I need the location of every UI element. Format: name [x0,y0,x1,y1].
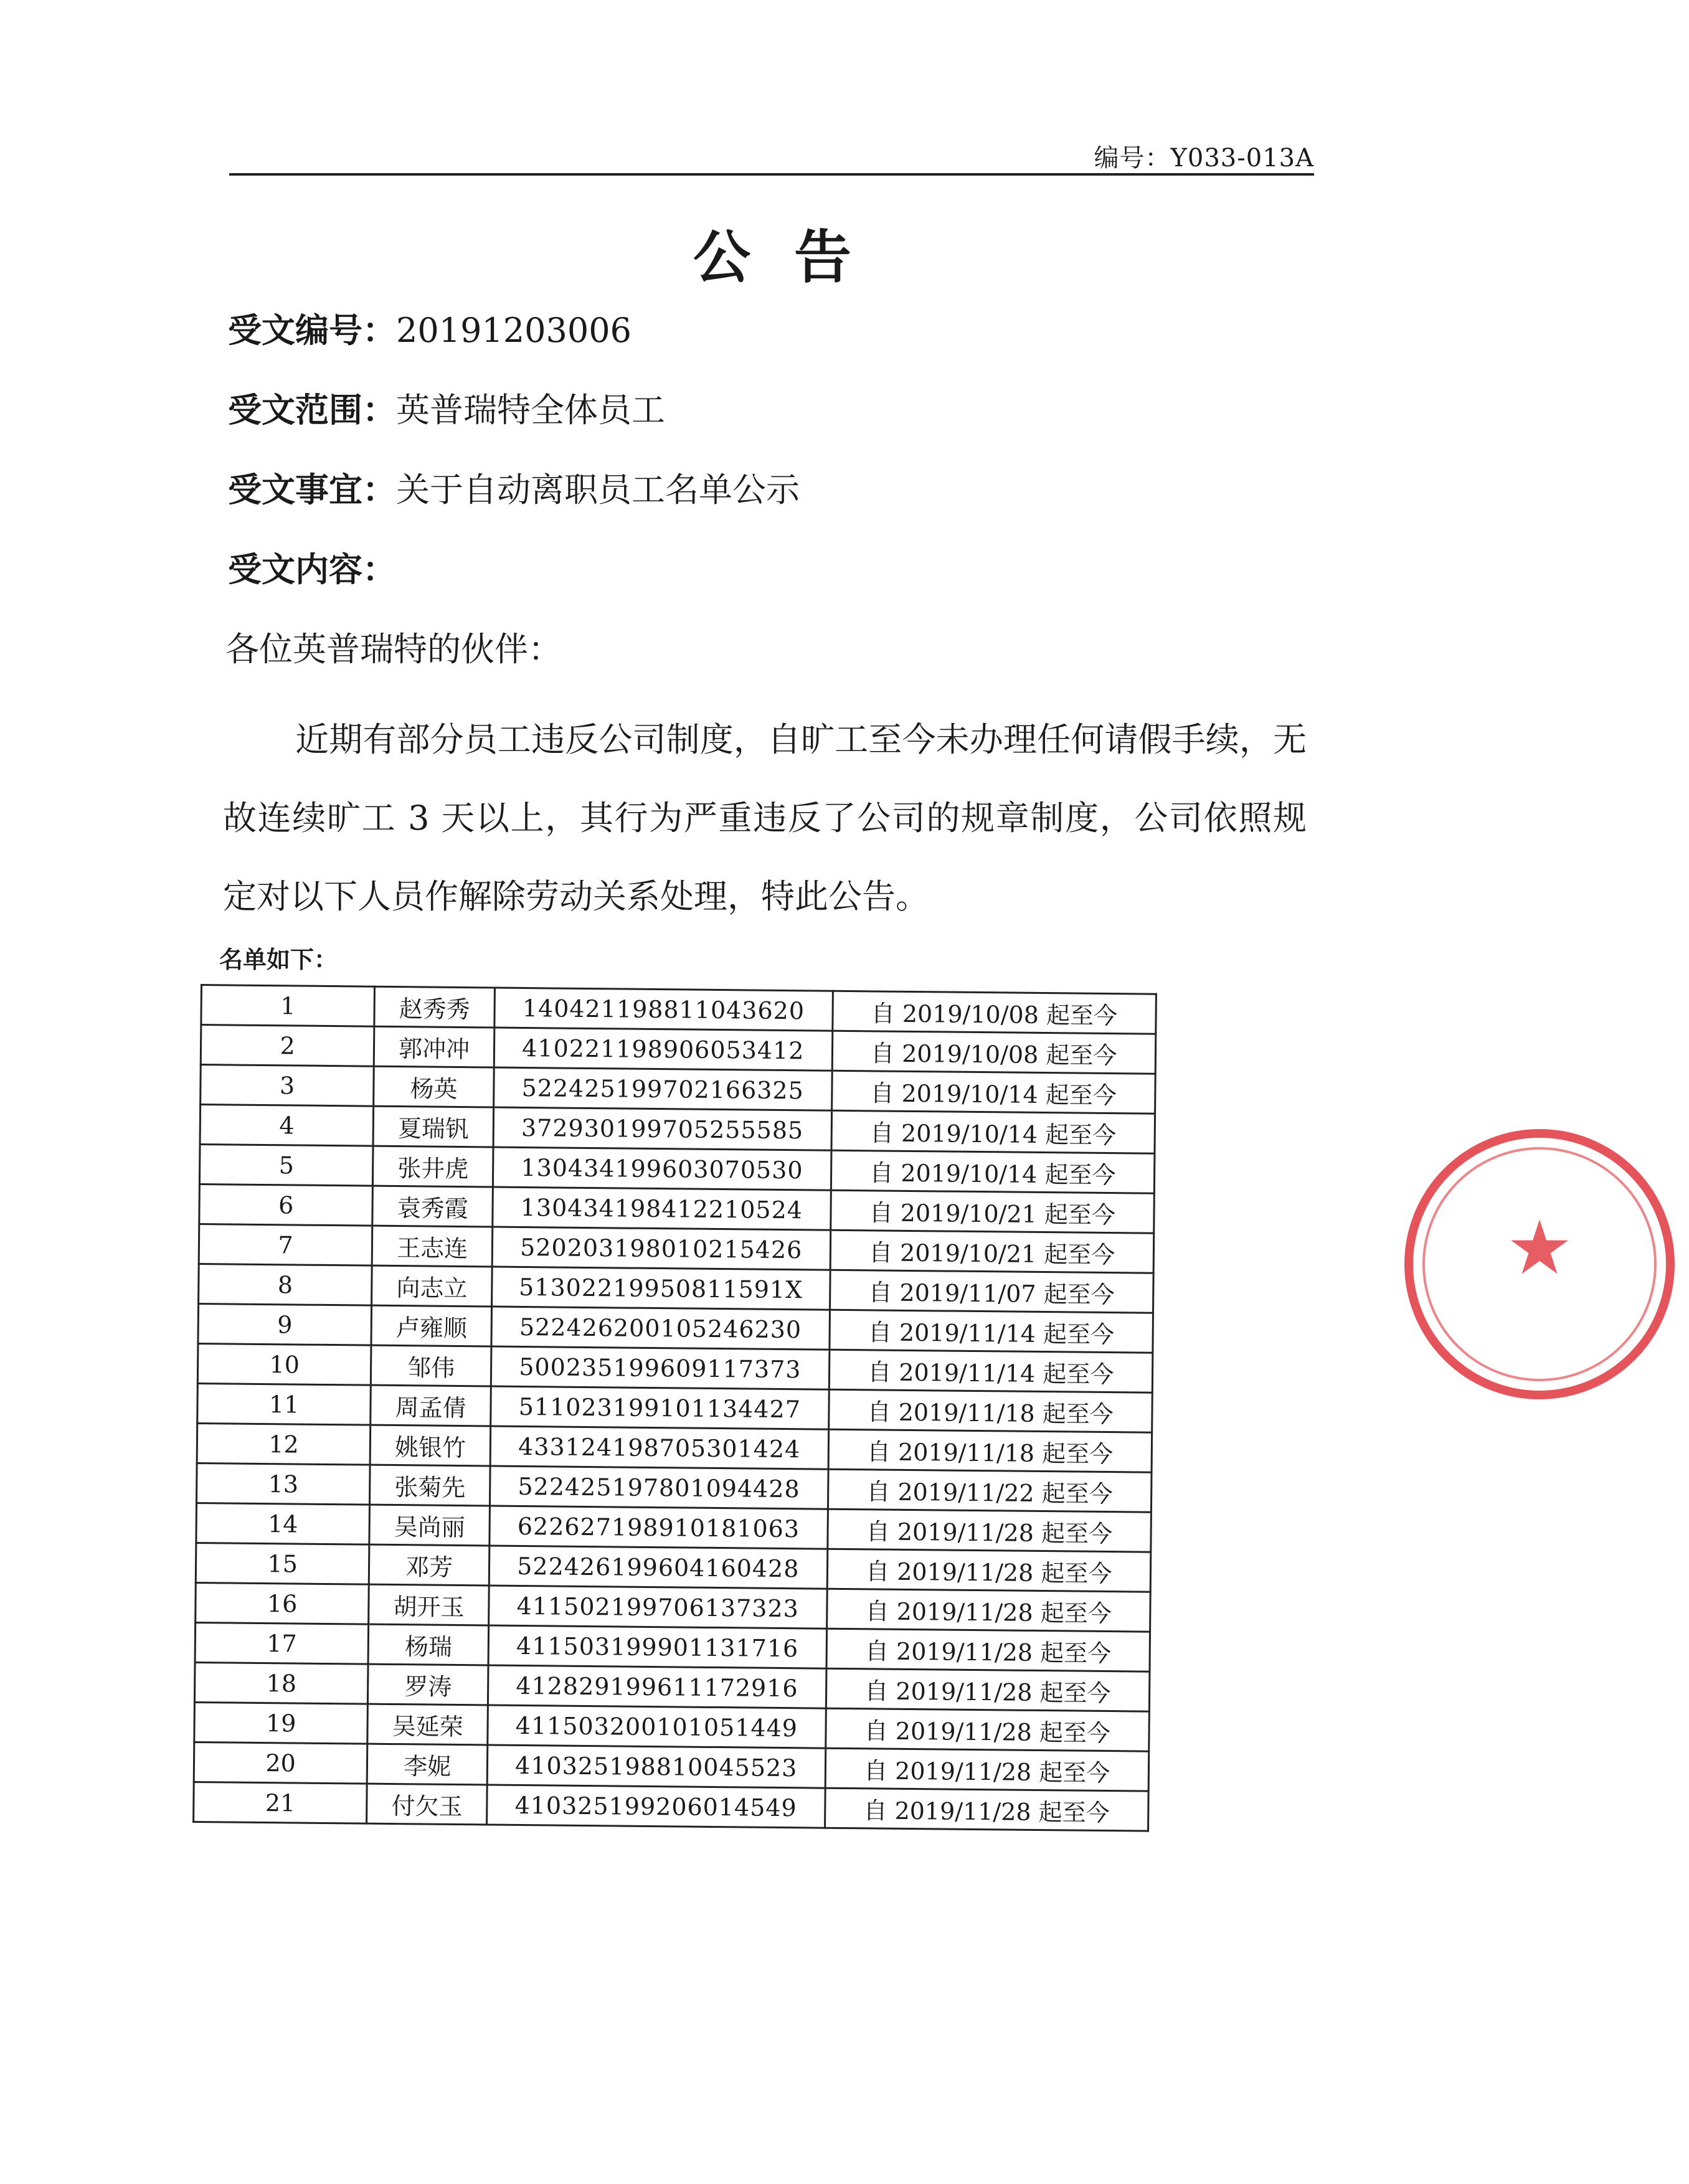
header-divider [229,173,1314,176]
id-number: 500235199609117373 [491,1346,829,1389]
absence-period: 自 2019/11/18 起至今 [828,1389,1152,1432]
row-number: 2 [201,1025,374,1067]
id-number: 410325199206014549 [487,1785,825,1828]
body-paragraph-text: 近期有部分员工违反公司制度，自旷工至今未办理任何请假手续，无故连续旷工 3 天以上，其行为严重违反了公司的规章制度，公司依照规定对以下人员作解除劳动关系处理，特此公告。 [223,720,1307,916]
row-number: 6 [199,1184,373,1226]
absence-period: 自 2019/11/28 起至今 [826,1668,1150,1711]
employee-name: 邓芳 [369,1544,490,1586]
absence-period: 自 2019/11/28 起至今 [826,1629,1150,1671]
absence-period: 自 2019/10/14 起至今 [831,1110,1155,1153]
id-number: 520203198010215426 [492,1227,830,1270]
table-row [194,1782,1149,1831]
field-scope [228,384,665,432]
id-number: 522426199604160428 [489,1546,827,1589]
absence-period: 自 2019/11/28 起至今 [827,1509,1151,1552]
absence-period: 自 2019/10/21 起至今 [830,1230,1154,1273]
id-number: 140421198811043620 [494,988,833,1031]
absence-period: 自 2019/11/14 起至今 [829,1350,1153,1392]
absence-period: 自 2019/10/14 起至今 [831,1150,1155,1193]
employee-name: 张井虎 [373,1146,493,1187]
field-subject [228,463,800,511]
row-number: 12 [197,1423,371,1465]
row-number: 18 [194,1662,368,1704]
absence-period: 自 2019/11/18 起至今 [828,1429,1152,1472]
field-content-label: 受文内容： [228,550,396,589]
employee-name: 周孟倩 [371,1385,491,1426]
employee-name: 姚银竹 [370,1425,490,1466]
id-number: 412829199611172916 [488,1665,826,1708]
row-number: 4 [200,1105,374,1146]
absence-period: 自 2019/11/28 起至今 [825,1788,1148,1831]
row-number: 9 [198,1303,372,1345]
field-scope-value: 英普瑞特全体员工 [396,390,665,430]
employee-name: 向志立 [372,1265,492,1307]
row-number: 10 [197,1343,371,1385]
row-number: 20 [194,1742,367,1784]
absence-period: 自 2019/11/22 起至今 [828,1469,1152,1512]
employee-name: 付欠玉 [367,1784,487,1825]
id-number: 433124198705301424 [490,1426,828,1469]
id-number: 130434198412210524 [493,1187,831,1230]
body-paragraph [223,701,1307,936]
employee-name: 郭冲冲 [374,1026,494,1067]
employee-name: 杨瑞 [368,1624,488,1665]
absence-period: 自 2019/11/14 起至今 [829,1310,1153,1353]
svg-text:★: ★ [1506,1205,1573,1292]
id-number: 372930199705255585 [493,1107,831,1150]
row-number: 13 [196,1463,370,1505]
row-number: 7 [199,1224,372,1265]
id-number: 522425199702166325 [494,1067,832,1110]
document-number: 编号：Y033-013A [1094,144,1314,173]
field-scope-label: 受文范围： [228,390,396,430]
id-number: 411502199706137323 [489,1586,827,1629]
employee-name: 邹伟 [371,1345,491,1386]
id-number: 410325198810045523 [487,1745,825,1788]
employee-name: 王志连 [372,1226,492,1267]
id-number: 511023199101134427 [491,1386,829,1429]
absence-period: 自 2019/10/14 起至今 [831,1071,1155,1113]
absence-period: 自 2019/11/28 起至今 [827,1549,1151,1592]
employee-name: 袁秀霞 [372,1186,493,1227]
id-number: 411503199901131716 [488,1625,826,1668]
absence-period: 自 2019/11/28 起至今 [825,1748,1149,1791]
employee-name: 罗涛 [368,1664,488,1705]
field-subject-value: 关于自动离职员工名单公示 [396,470,800,509]
employee-name: 吴尚丽 [369,1505,490,1546]
absence-period: 自 2019/10/21 起至今 [830,1190,1154,1233]
employee-name: 杨英 [374,1066,494,1107]
row-number: 5 [199,1145,373,1186]
employee-name: 张菊先 [370,1465,490,1506]
company-seal-icon [1390,1115,1689,1414]
row-number: 11 [197,1383,371,1425]
absence-period: 自 2019/10/08 起至今 [832,991,1156,1034]
employee-name: 卢雍顺 [371,1305,491,1346]
employee-name: 夏瑞钒 [373,1106,493,1147]
row-number: 14 [196,1503,370,1544]
row-number: 8 [199,1264,372,1305]
field-content [228,543,396,591]
roster-table [192,984,1157,1832]
employee-name: 吴延荣 [367,1704,488,1745]
absence-period: 自 2019/11/28 起至今 [825,1708,1149,1751]
row-number: 16 [196,1582,369,1624]
field-subject-label: 受文事宜： [228,470,396,509]
row-number: 15 [196,1543,369,1584]
id-number: 522426200105246230 [491,1307,830,1350]
absence-period: 自 2019/11/28 起至今 [826,1589,1150,1632]
row-number: 21 [194,1782,367,1823]
field-doc-id-label: 受文编号： [228,311,396,350]
row-number: 19 [194,1702,368,1744]
id-number: 130434199603070530 [493,1147,831,1190]
row-number: 1 [201,985,375,1027]
absence-period: 自 2019/10/08 起至今 [832,1031,1156,1074]
greeting: 各位英普瑞特的伙伴： [225,630,562,669]
employee-name: 赵秀秀 [374,986,494,1028]
id-number: 51302219950811591X [492,1267,830,1310]
id-number: 411503200101051449 [488,1705,826,1748]
field-doc-id [228,304,632,352]
employee-name: 李妮 [367,1744,487,1785]
page-title: 公告 [693,224,895,291]
id-number: 410221198906053412 [494,1028,832,1071]
field-doc-id-value: 20191203006 [396,311,632,350]
row-number: 17 [195,1622,369,1664]
row-number: 3 [201,1065,374,1107]
id-number: 622627198910181063 [490,1506,828,1549]
absence-period: 自 2019/11/07 起至今 [830,1270,1153,1313]
employee-name: 胡开玉 [369,1584,489,1625]
id-number: 522425197801094428 [490,1466,828,1509]
list-heading: 名单如下： [219,946,338,973]
